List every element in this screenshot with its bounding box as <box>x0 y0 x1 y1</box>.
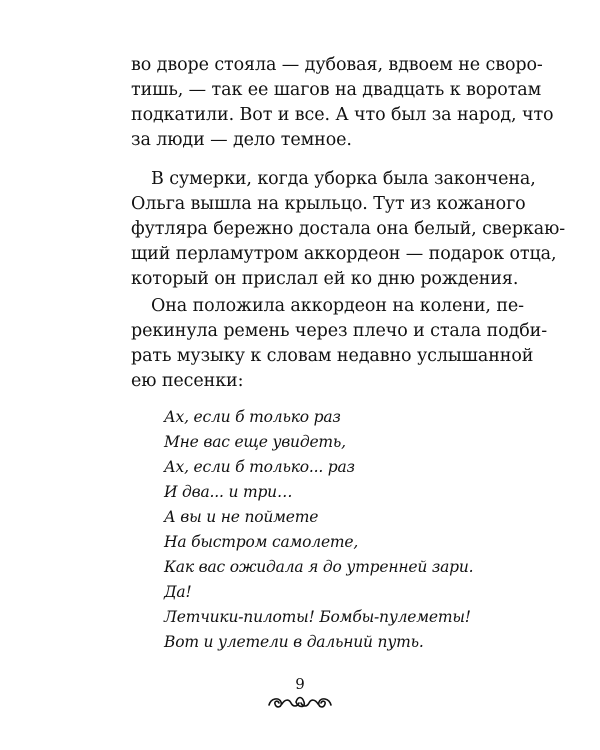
verse-line-9: Летчики-пилоты! Бомбы-пулеметы! <box>164 608 471 626</box>
page-number: 9 <box>295 675 305 693</box>
paragraph-2-line-4: щий перламутром аккордеон — подарок отца, <box>131 244 557 264</box>
paragraph-1-line-3: подкатили. Вот и все. А что был за народ, что <box>131 105 554 125</box>
paragraph-2-line-1: В сумерки, когда уборка была закончена, <box>151 169 536 189</box>
verse-line-5: А вы и не поймете <box>164 508 319 526</box>
verse-line-2: Мне вас еще увидеть, <box>164 433 346 451</box>
scroll-ornament-icon <box>266 690 334 712</box>
paragraph-3-line-1: Она положила аккордеон на колени, пе- <box>151 296 524 316</box>
paragraph-1-line-1: во дворе стояла — дубовая, вдвоем не своро- <box>131 55 543 75</box>
verse-line-4: И два... и три… <box>164 483 293 501</box>
verse-line-8: Да! <box>164 583 192 601</box>
paragraph-3-line-2: рекинула ремень через плечо и стала подби- <box>131 321 548 341</box>
verse-line-7: Как вас ожидала я до утренней зари. <box>164 558 474 576</box>
paragraph-2-line-3: футляра бережно достала она белый, сверкаю- <box>131 219 566 239</box>
verse-line-6: На быстром самолете, <box>164 533 359 551</box>
paragraph-3-line-3: рать музыку к словам недавно услышанной <box>131 346 534 366</box>
verse-line-10: Вот и улетели в дальний путь. <box>164 633 424 651</box>
paragraph-3-line-4: ею песенки: <box>131 371 244 391</box>
paragraph-1-line-4: за люди — дело темное. <box>131 130 352 150</box>
paragraph-2-line-2: Ольга вышла на крыльцо. Тут из кожаного <box>131 194 526 214</box>
verse-line-3: Ах, если б только... раз <box>164 458 355 476</box>
verse-line-1: Ах, если б только раз <box>164 408 341 426</box>
paragraph-2-line-5: который он прислал ей ко дню рождения. <box>131 269 519 289</box>
paragraph-1-line-2: тишь, — так ее шагов на двадцать к воротам <box>131 80 542 100</box>
